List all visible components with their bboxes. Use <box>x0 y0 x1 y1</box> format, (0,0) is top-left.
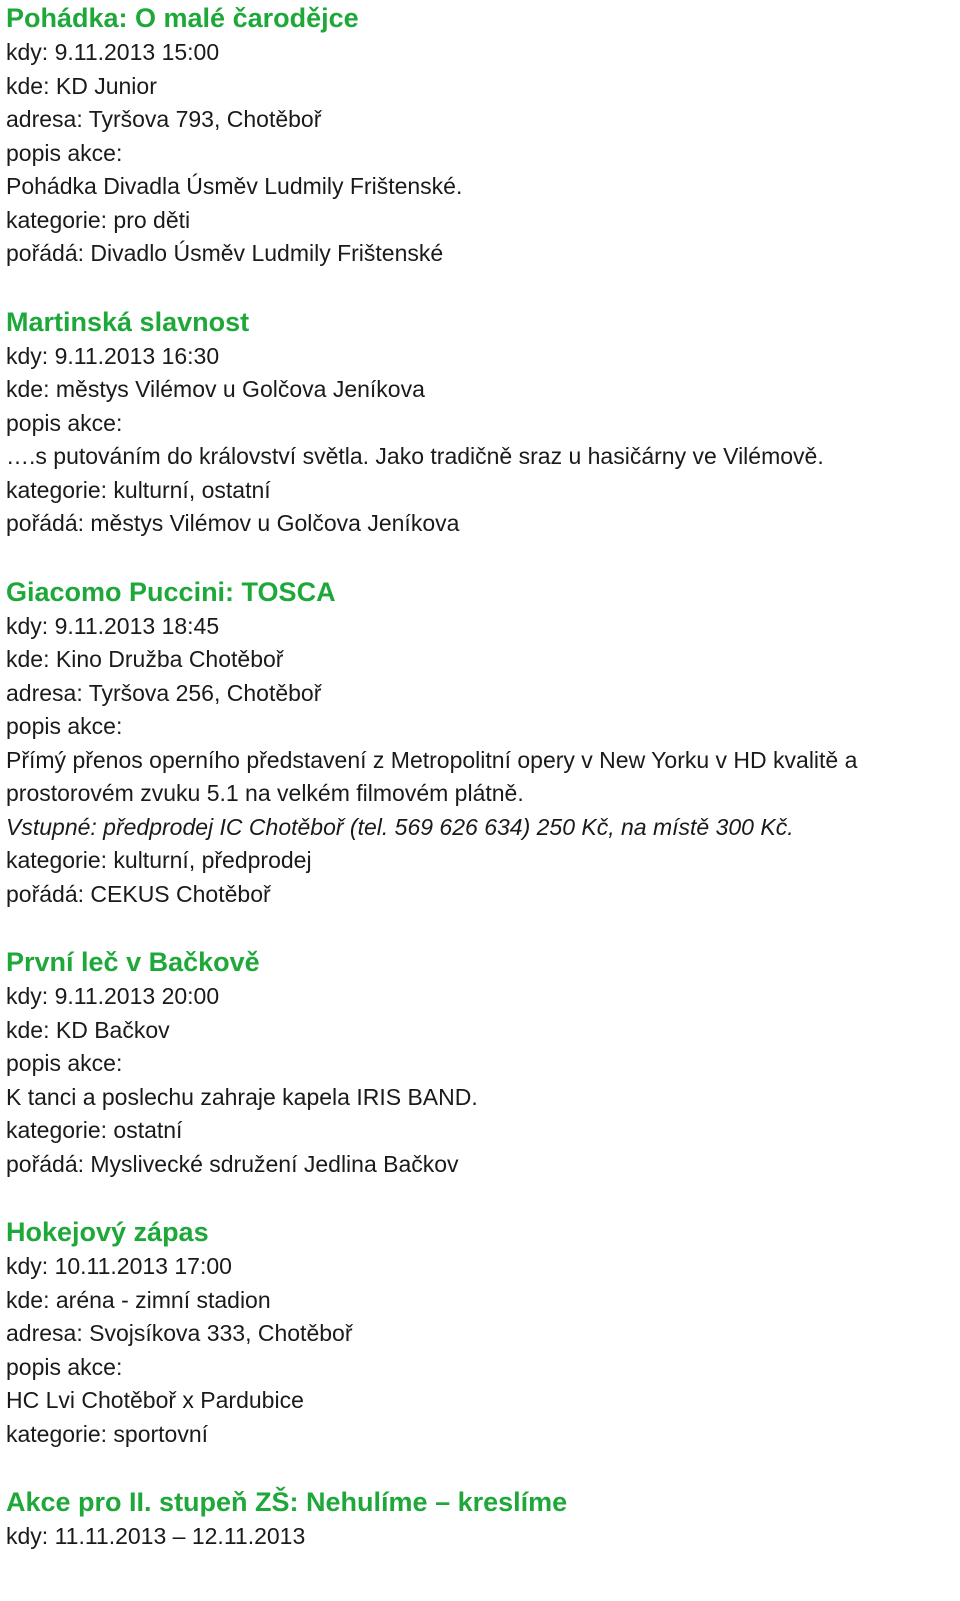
event-detail-line: K tanci a poslechu zahraje kapela IRIS BAND. <box>6 1083 478 1110</box>
event-detail-line: Vstupné: předprodej IC Chotěboř (tel. 569 626 634) 250 Kč, na místě 300 Kč. <box>6 813 794 840</box>
event-detail-line: kdy: 10.11.2013 17:00 <box>6 1253 232 1279</box>
event-detail-line: kde: aréna - zimní stadion <box>6 1286 271 1313</box>
event-detail-line: pořádá: Divadlo Úsměv Ludmily Frištenské <box>6 240 444 266</box>
event-detail-line: Pohádka Divadla Úsměv Ludmily Frištenské. <box>6 173 463 199</box>
event-detail-line: pořádá: Myslivecké sdružení Jedlina Bačkov <box>6 1150 459 1177</box>
event-detail-line: popis akce: <box>6 409 123 436</box>
event-detail-line: ….s putováním do království světla. Jako tradičně sraz u hasičárny ve Vilémově. <box>6 443 824 469</box>
event-title: Hokejový zápas <box>6 1217 209 1247</box>
event-detail-line: pořádá: CEKUS Chotěboř <box>6 880 271 907</box>
event-detail-line: kde: Kino Družba Chotěboř <box>6 646 284 672</box>
event-detail-line: kategorie: pro děti <box>6 206 191 233</box>
event-detail-line: kategorie: sportovní <box>6 1420 209 1447</box>
event-detail-line: adresa: Svojsíkova 333, Chotěboř <box>6 1320 353 1346</box>
event-detail-line: adresa: Tyršova 256, Chotěboř <box>6 679 322 706</box>
event-detail-line: Přímý přenos operního představení z Metropolitní opery v New Yorku v HD kvalitě a prostorovém zvuku 5.1 na velkém filmovém plátně. <box>6 746 858 806</box>
event-entry <box>6 1214 954 1451</box>
event-entry <box>6 1484 954 1554</box>
event-detail-line: HC Lvi Chotěboř x Pardubice <box>6 1387 304 1413</box>
event-detail-line: popis akce: <box>6 1353 123 1380</box>
event-detail-line: pořádá: městys Vilémov u Golčova Jeníkova <box>6 510 460 536</box>
event-entry <box>6 304 954 541</box>
event-entry <box>6 0 954 271</box>
event-title: Pohádka: O malé čarodějce <box>6 3 359 33</box>
event-title: Martinská slavnost <box>6 306 250 337</box>
event-detail-line: kdy: 9.11.2013 16:30 <box>6 342 220 369</box>
event-detail-line: kde: KD Junior <box>6 72 157 99</box>
event-detail-line: kdy: 9.11.2013 20:00 <box>6 983 220 1009</box>
event-title: Giacomo Puccini: TOSCA <box>6 576 336 607</box>
event-detail-line: kategorie: kulturní, ostatní <box>6 476 271 503</box>
event-detail-line: kdy: 9.11.2013 15:00 <box>6 39 220 65</box>
event-detail-line: kdy: 9.11.2013 18:45 <box>6 612 220 639</box>
event-detail-line: kdy: 11.11.2013 – 12.11.2013 <box>6 1523 306 1549</box>
event-title: Akce pro II. stupeň ZŠ: Nehulíme – kreslíme <box>6 1487 568 1517</box>
event-detail-line: popis akce: <box>6 1050 123 1076</box>
event-detail-line: popis akce: <box>6 713 123 739</box>
event-detail-line: kde: KD Bačkov <box>6 1016 170 1043</box>
event-detail-line: kategorie: ostatní <box>6 1117 183 1143</box>
event-title: První leč v Bačkově <box>6 947 260 977</box>
event-entry <box>6 574 954 912</box>
event-detail-line: adresa: Tyršova 793, Chotěboř <box>6 106 322 132</box>
event-entry <box>6 944 954 1181</box>
event-detail-line: popis akce: <box>6 139 123 166</box>
event-detail-line: kategorie: kulturní, předprodej <box>6 847 312 873</box>
event-detail-line: kde: městys Vilémov u Golčova Jeníkova <box>6 376 425 402</box>
